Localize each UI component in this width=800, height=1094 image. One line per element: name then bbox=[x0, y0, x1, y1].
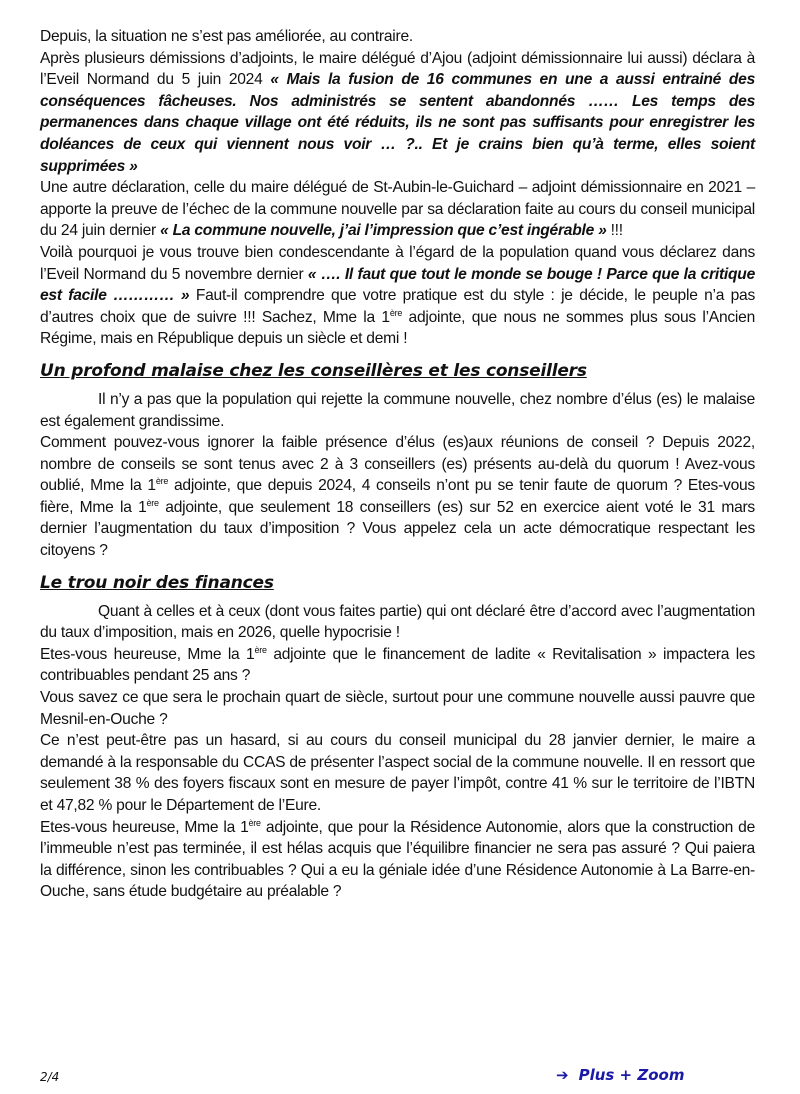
superscript: ère bbox=[248, 817, 261, 828]
paragraph-finances-5 bbox=[40, 817, 755, 903]
quotation: « Mais la fusion de 16 communes en une a aussi entrainé des conséquences fâcheuses. Nos administrés se sentent abandonnés …… Les temps des permanences dans chaque village ont été réduits, ils ne sont pas suffisants pour enregistrer les doléances de ceux qui viennent nous voir … ?.. Et je crains bien qu’à terme, elles soient supprimées » bbox=[40, 71, 755, 175]
paragraph-st-aubin-quote bbox=[40, 177, 755, 242]
paragraph-finances-4: Ce n’est peut-être pas un hasard, si au cours du conseil municipal du 28 janvier dernier, le maire a demandé à la responsable du CCAS de présenter l’aspect social de la commune nouvelle. Il en ressort que seulement 38 % des foyers fiscaux sont en mesure de payer l’impôt, contre 41 % sur le territoire de l’IBTN et 47,82 % pour le Département de l’Eure. bbox=[40, 732, 755, 814]
paragraph-text: adjointe que le financement de ladite « Revitalisation » impactera les contribuables pendant 25 ans ? bbox=[40, 645, 755, 685]
paragraph-text: adjointe, que pour la Résidence Autonomie, alors que la construction de l’immeuble n’est pas terminée, il est hélas acquis que l’équilibre financier ne sera pas assuré ? Qui paiera la différence, sinon les contribuables ? Qui a eu la géniale idée d’une Résidence Autonomie à La Barre-en-Ouche, sans étude budgétaire au préalable ? bbox=[40, 818, 756, 901]
paragraph-text: Faut-il comprendre que votre pratique est du style : je décide, le peuple n’a pas d’autres choix que de suivre !!! Sachez, Mme la 1 bbox=[40, 287, 755, 326]
superscript: ère bbox=[254, 644, 267, 655]
section-heading-finances: Le trou noir des finances bbox=[40, 572, 274, 593]
paragraph-text: Etes-vous heureuse, Mme la 1 bbox=[40, 645, 255, 663]
paragraph-text: adjointe, que seulement 18 conseillers (es) sur 52 en exercice aient voté le 31 mars dernier l’augmentation du taux d’imposition ? Vous appelez cela un acte démocratique respectant les citoyens ? bbox=[40, 498, 755, 560]
plus-zoom-link[interactable] bbox=[556, 1066, 684, 1084]
page-number: 2/4 bbox=[40, 1070, 60, 1084]
paragraph-text: adjointe, que depuis 2024, 4 conseils n’ont pu se tenir faute de quorum ? Etes-vous fière, Mme la 1 bbox=[40, 477, 755, 516]
paragraph-intro: Depuis, la situation ne s’est pas améliorée, au contraire. bbox=[40, 28, 413, 45]
paragraph-malaise-2 bbox=[40, 432, 755, 562]
superscript: ère bbox=[155, 476, 169, 487]
paragraph-text: Etes-vous heureuse, Mme la 1 bbox=[40, 818, 249, 836]
document-page bbox=[40, 26, 755, 903]
superscript: ère bbox=[146, 497, 159, 508]
superscript: ère bbox=[389, 307, 403, 318]
paragraph-ajou-quote bbox=[40, 48, 755, 178]
plus-zoom-label: Plus + Zoom bbox=[578, 1066, 685, 1084]
paragraph-finances-3: Vous savez ce que sera le prochain quart de siècle, surtout pour une commune nouvelle aussi pauvre que Mesnil-en-Ouche ? bbox=[40, 689, 755, 728]
paragraph-condescendante bbox=[40, 242, 755, 350]
paragraph-text: !!! bbox=[606, 222, 623, 240]
paragraph-finances-1: Quant à celles et à ceux (dont vous faites partie) qui ont déclaré être d’accord avec l’augmentation du taux d’imposition, mais en 2026, quelle hypocrisie ! bbox=[40, 602, 755, 642]
arrow-right-icon: ➔ bbox=[556, 1066, 569, 1084]
paragraph-malaise-1: Il n’y a pas que la population qui rejette la commune nouvelle, chez nombre d’élus (es) le malaise est également grandissime. bbox=[40, 390, 755, 430]
paragraph-finances-2 bbox=[40, 644, 755, 687]
quotation: « …. Il faut que tout le monde se bouge ! Parce que la critique est facile ………… » bbox=[40, 265, 755, 305]
quotation: « La commune nouvelle, j’ai l’impression que c’est ingérable » bbox=[160, 222, 607, 240]
paragraph-text: adjointe, que nous ne sommes plus sous l’Ancien Régime, mais en République depuis un siècle et demi ! bbox=[40, 308, 755, 348]
paragraph-text: Une autre déclaration, celle du maire délégué de St-Aubin-le-Guichard – adjoint démissionnaire en 2021 – apporte la preuve de l’échec de la commune nouvelle par sa déclaration faite au cours du conseil municipal du 24 juin dernier bbox=[40, 179, 755, 240]
section-heading-malaise: Un profond malaise chez les conseillères et les conseillers bbox=[40, 360, 587, 381]
paragraph-text: Comment pouvez-vous ignorer la faible présence d’élus (es)aux réunions de conseil ? Depuis 2022, nombre de conseils se sont tenus avec 2 à 3 conseillers (es) présents au-delà du quorum ! Avez-vous oublié, Mme la 1 bbox=[40, 434, 755, 495]
paragraph-text: Après plusieurs démissions d’adjoints, le maire délégué d’Ajou (adjoint démissionnaire lui aussi) déclara à l’Eveil Normand du 5 juin 2024 bbox=[40, 49, 755, 89]
paragraph-text: Voilà pourquoi je vous trouve bien condescendante à l’égard de la population quand vous déclarez dans l’Eveil Normand du 5 novembre dernier bbox=[40, 243, 755, 283]
